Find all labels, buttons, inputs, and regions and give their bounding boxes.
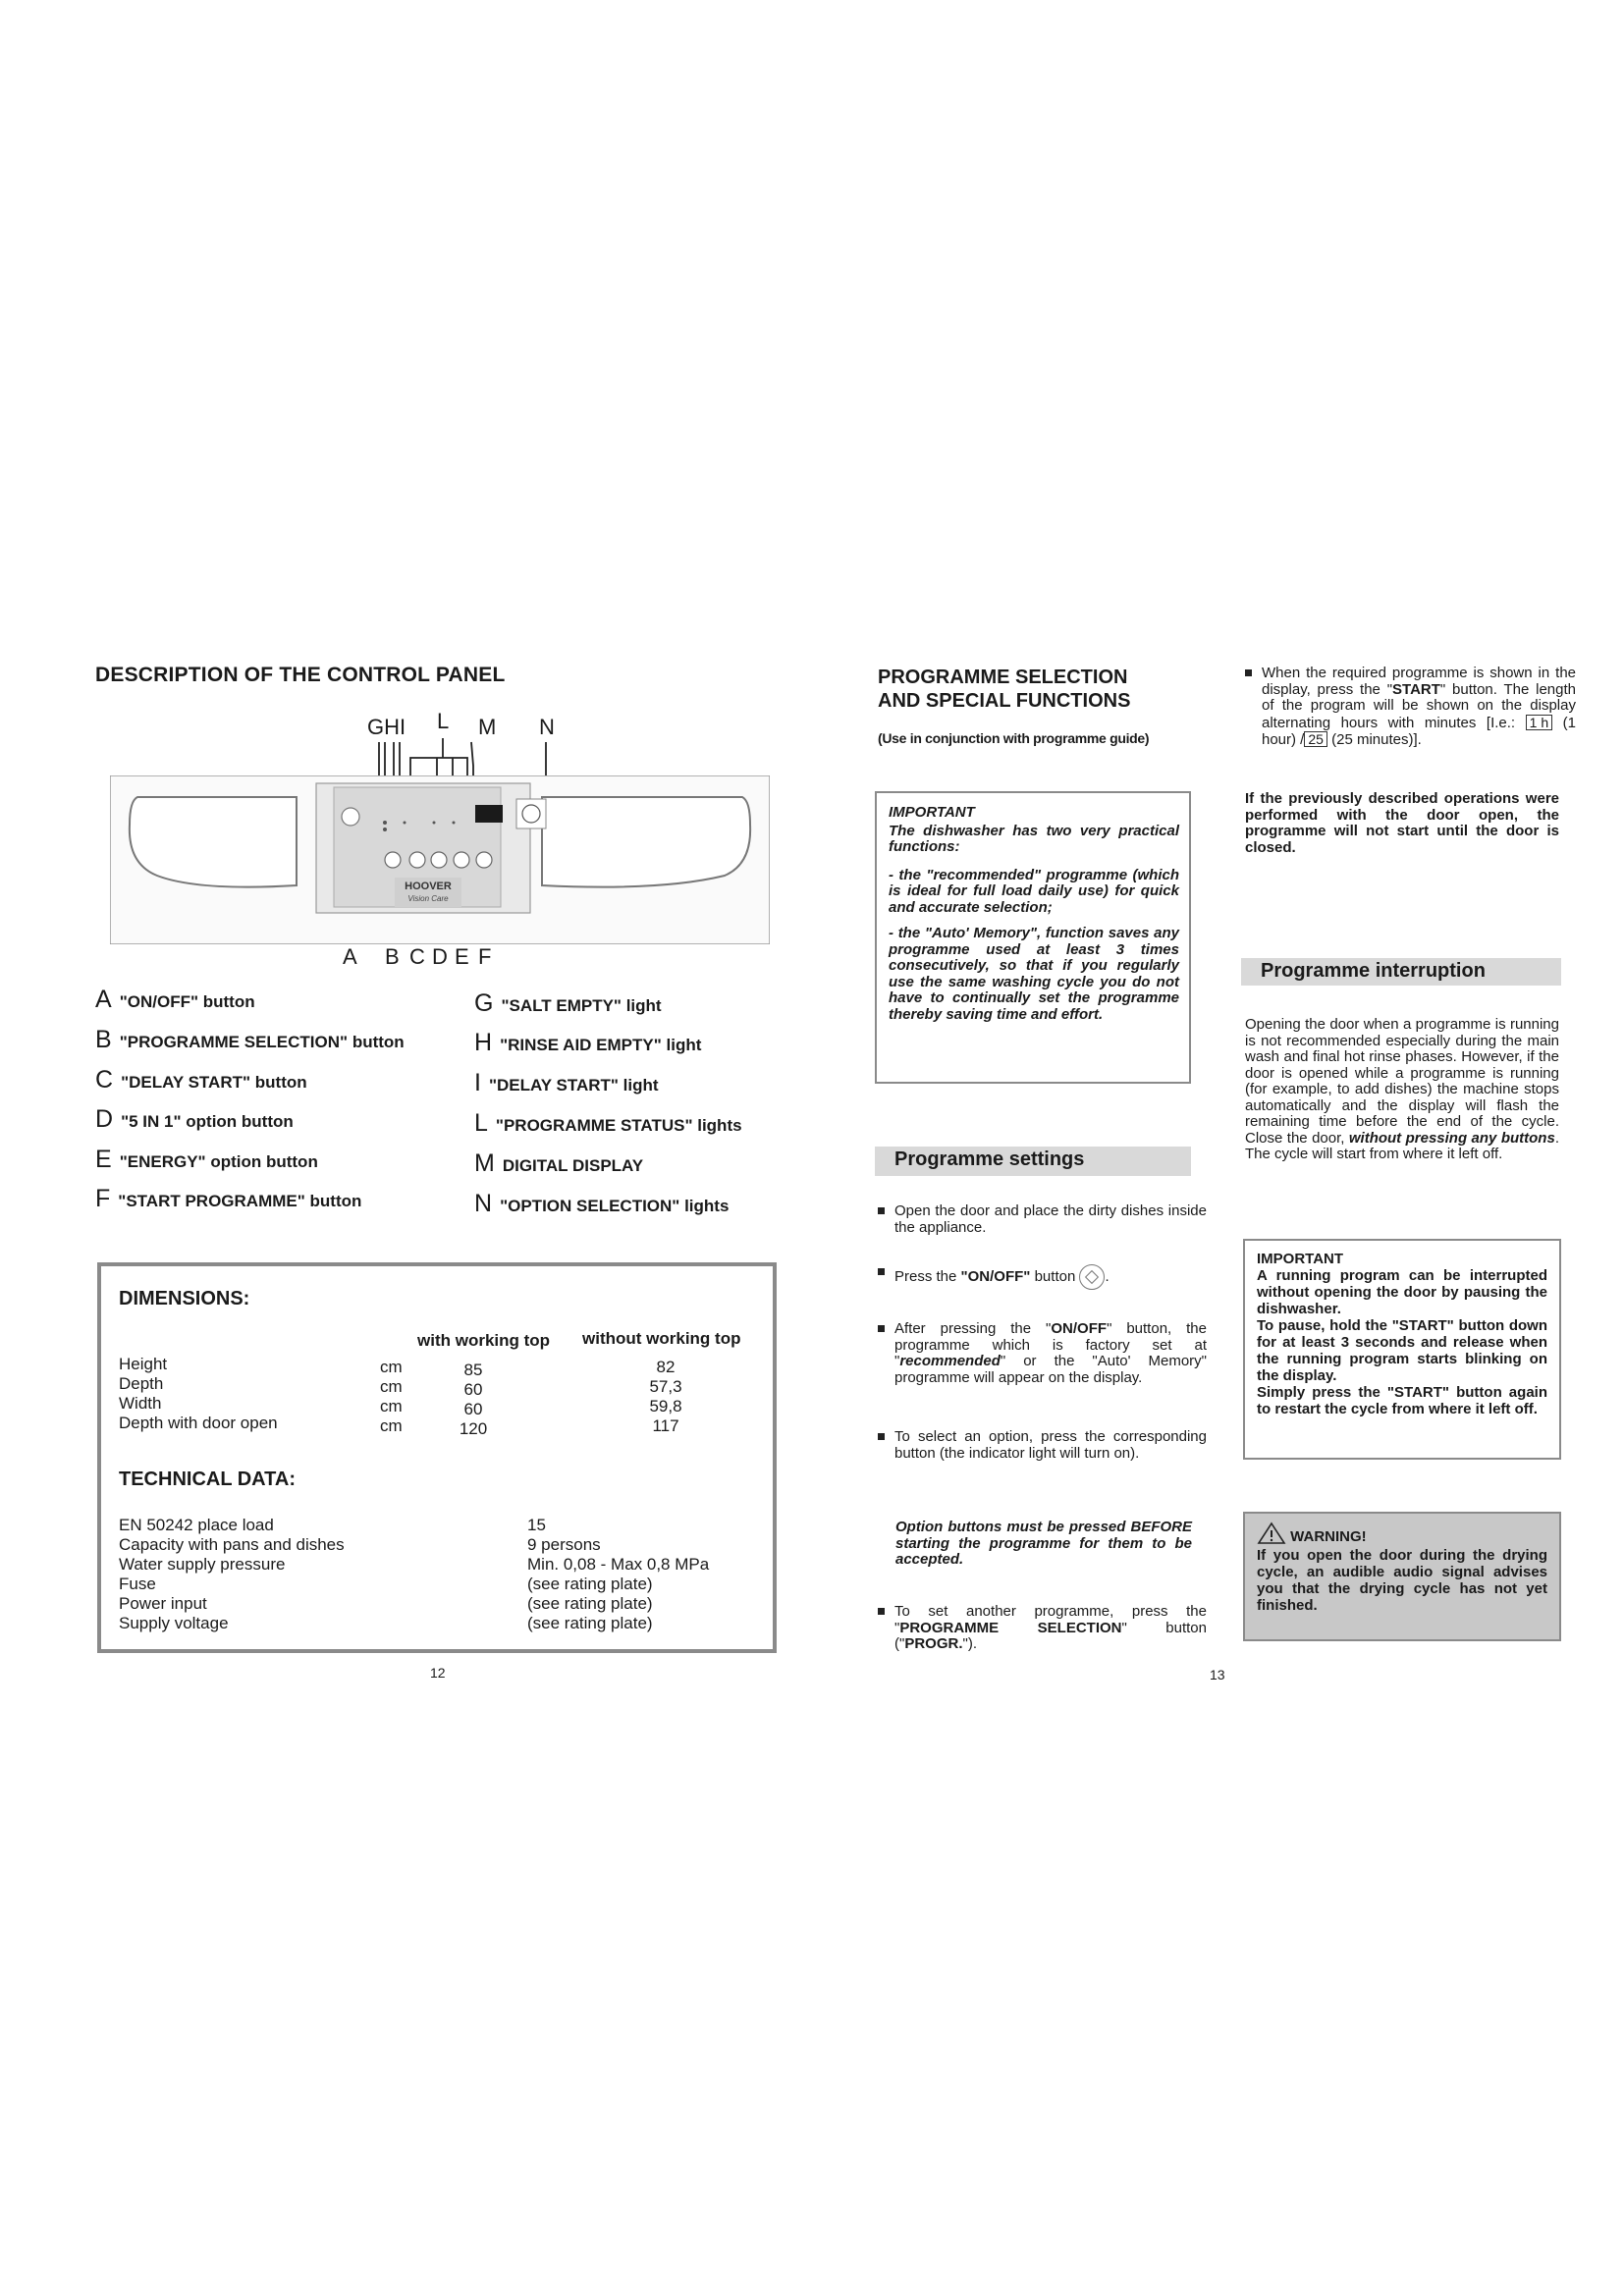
callout-m: M — [478, 715, 497, 739]
legend-item-f: F "START PROGRAMME" button — [95, 1185, 362, 1212]
callout-c: C — [409, 944, 425, 969]
dim-label-depth: Depth — [119, 1374, 164, 1393]
dim-value-without: 57,3 — [649, 1377, 682, 1396]
start-bullet: When the required programme is shown in the display, press the "START" button. The length of the program will be shown on the display alternating hours with minutes [I.e.: 1 h (1 hour) / 25 (25 minutes)]. — [1245, 666, 1576, 749]
callout-n: N — [539, 715, 555, 739]
dim-unit: cm — [380, 1397, 403, 1415]
callout-e: E — [455, 944, 469, 969]
legend-item-g: G "SALT EMPTY" light — [474, 989, 662, 1017]
page-title: DESCRIPTION OF THE CONTROL PANEL — [95, 664, 506, 686]
warning-box — [1243, 1512, 1561, 1641]
dim-unit: cm — [380, 1358, 403, 1376]
settings-bullet-1: Open the door and place the dirty dishes inside the appliance. — [878, 1203, 1207, 1236]
tech-value: (see rating plate) — [527, 1614, 653, 1632]
programme-interruption-heading: Programme interruption — [1241, 958, 1561, 986]
col-header-without-top: without working top — [582, 1329, 741, 1348]
callout-ghi: GHI — [367, 715, 406, 739]
col-header-with-top: with working top — [417, 1331, 551, 1350]
dim-value-with: 120 — [459, 1419, 488, 1438]
legend-item-h: H "RINSE AID EMPTY" light — [474, 1029, 702, 1056]
dim-unit: cm — [380, 1377, 403, 1396]
programme-settings-heading: Programme settings — [875, 1147, 1191, 1176]
tech-label: Fuse — [119, 1575, 156, 1593]
settings-bullet-5: To set another programme, press the "PROGRAMME SELECTION" button ("PROGR."). — [878, 1604, 1207, 1653]
important-intro: The dishwasher has two very practical functions: — [889, 822, 1179, 855]
dim-unit: cm — [380, 1416, 403, 1435]
technical-data-title: TECHNICAL DATA: — [119, 1468, 296, 1490]
legend-item-b: B "PROGRAMME SELECTION" button — [95, 1026, 405, 1053]
dimensions-box — [97, 1262, 777, 1653]
on-off-button-icon — [1079, 1264, 1105, 1290]
tech-value: Min. 0,08 - Max 0,8 MPa — [527, 1555, 710, 1574]
tech-label: Supply voltage — [119, 1614, 229, 1632]
tech-label: Power input — [119, 1594, 207, 1613]
warning-triangle-icon — [1257, 1522, 1286, 1545]
dimensions-title: DIMENSIONS: — [119, 1288, 250, 1309]
settings-bullet-4: To select an option, press the corresponding button (the indicator light will turn on). — [878, 1429, 1207, 1462]
important-box-functions — [875, 791, 1191, 1084]
callout-d: D — [432, 944, 448, 969]
page-number-left: 12 — [430, 1665, 446, 1681]
panel-brand: HOOVER — [405, 881, 452, 892]
warning-text: If you open the door during the drying cycle, an audible audio signal advises you that the drying cycle has not yet finished. — [1257, 1547, 1547, 1614]
dim-value-without: 117 — [652, 1416, 679, 1435]
legend-item-m: M DIGITAL DISPLAY — [474, 1149, 644, 1177]
tech-value: 9 persons — [527, 1535, 601, 1554]
important-item-recommended: - the "recommended" programme (which is ideal for full load daily use) for quick and accurate selection; — [889, 866, 1179, 916]
legend-item-e: E "ENERGY" option button — [95, 1146, 318, 1173]
callout-f: F — [478, 944, 492, 969]
tech-label: Water supply pressure — [119, 1555, 286, 1574]
settings-bullet-2: Press the "ON/OFF" button . — [878, 1264, 1207, 1290]
tech-label: Capacity with pans and dishes — [119, 1535, 345, 1554]
callout-l: L — [437, 709, 450, 733]
legend-item-a: A "ON/OFF" button — [95, 986, 255, 1013]
section-subtitle: (Use in conjunction with programme guide) — [878, 730, 1150, 746]
legend-item-c: C "DELAY START" button — [95, 1066, 307, 1094]
dim-label-height: Height — [119, 1355, 168, 1373]
legend-item-d: D "5 IN 1" option button — [95, 1105, 294, 1133]
legend-item-l: L "PROGRAMME STATUS" lights — [474, 1109, 742, 1137]
dim-value-with: 60 — [463, 1400, 483, 1418]
interruption-text: Opening the door when a programme is running is not recommended especially during the main wash and final hot rinse phases. However, if the door is opened while a programme is running (for example, to add dishes) the machine stops automatically and the display will flash the remaining time before the end of the cycle. Close the door, without pressing any buttons. The cycle will start from where it left off. — [1245, 1016, 1559, 1162]
tech-value: (see rating plate) — [527, 1575, 653, 1593]
important-p3: Simply press the "START" button again to restart the cycle from where it left off. — [1257, 1384, 1547, 1417]
dim-value-with: 60 — [463, 1380, 483, 1399]
dim-value-without: 82 — [656, 1358, 676, 1376]
page-number-right: 13 — [1210, 1667, 1225, 1682]
control-panel-illustration — [110, 775, 770, 944]
option-buttons-note: Option buttons must be pressed BEFORE starting the programme for them to be accepted. — [895, 1519, 1192, 1568]
important-box-pause — [1243, 1239, 1561, 1460]
dim-value-with: 85 — [463, 1361, 483, 1379]
important-p1: A running program can be interrupted without opening the door by pausing the dishwasher. — [1257, 1267, 1547, 1317]
legend-item-n: N "OPTION SELECTION" lights — [474, 1190, 730, 1217]
dim-label-width: Width — [119, 1394, 162, 1413]
dim-label-depth-door-open: Depth with door open — [119, 1414, 278, 1432]
legend-item-i: I "DELAY START" light — [474, 1069, 659, 1096]
important-item-auto-memory: - the "Auto' Memory", function saves any programme used at least 3 times consecutively, so that if you regularly use the same washing cycle you do not have to continually set the programme thereby saving time and effort. — [889, 925, 1179, 1023]
important-title: IMPORTANT — [1257, 1251, 1344, 1267]
tech-value: (see rating plate) — [527, 1594, 653, 1613]
callout-a: A — [343, 944, 357, 969]
important-p2: To pause, hold the "START" button down for at least 3 seconds and release when the running program starts blinking on the display. — [1257, 1317, 1547, 1384]
panel-model: Vision Care — [407, 894, 449, 903]
section-title: PROGRAMME SELECTION AND SPECIAL FUNCTIONS — [878, 667, 1131, 712]
warning-title: WARNING! — [1290, 1528, 1367, 1545]
tech-value: 15 — [527, 1516, 546, 1534]
callout-b: B — [385, 944, 400, 969]
dim-value-without: 59,8 — [649, 1397, 682, 1415]
door-open-note: If the previously described operations were performed with the door open, the programme will not start until the door is closed. — [1245, 790, 1559, 856]
tech-label: EN 50242 place load — [119, 1516, 274, 1534]
important-title: IMPORTANT — [889, 804, 975, 821]
settings-bullet-3: After pressing the "ON/OFF" button, the programme which is factory set at "recommended" or the "Auto' Memory" programme will appear on the display. — [878, 1321, 1207, 1386]
